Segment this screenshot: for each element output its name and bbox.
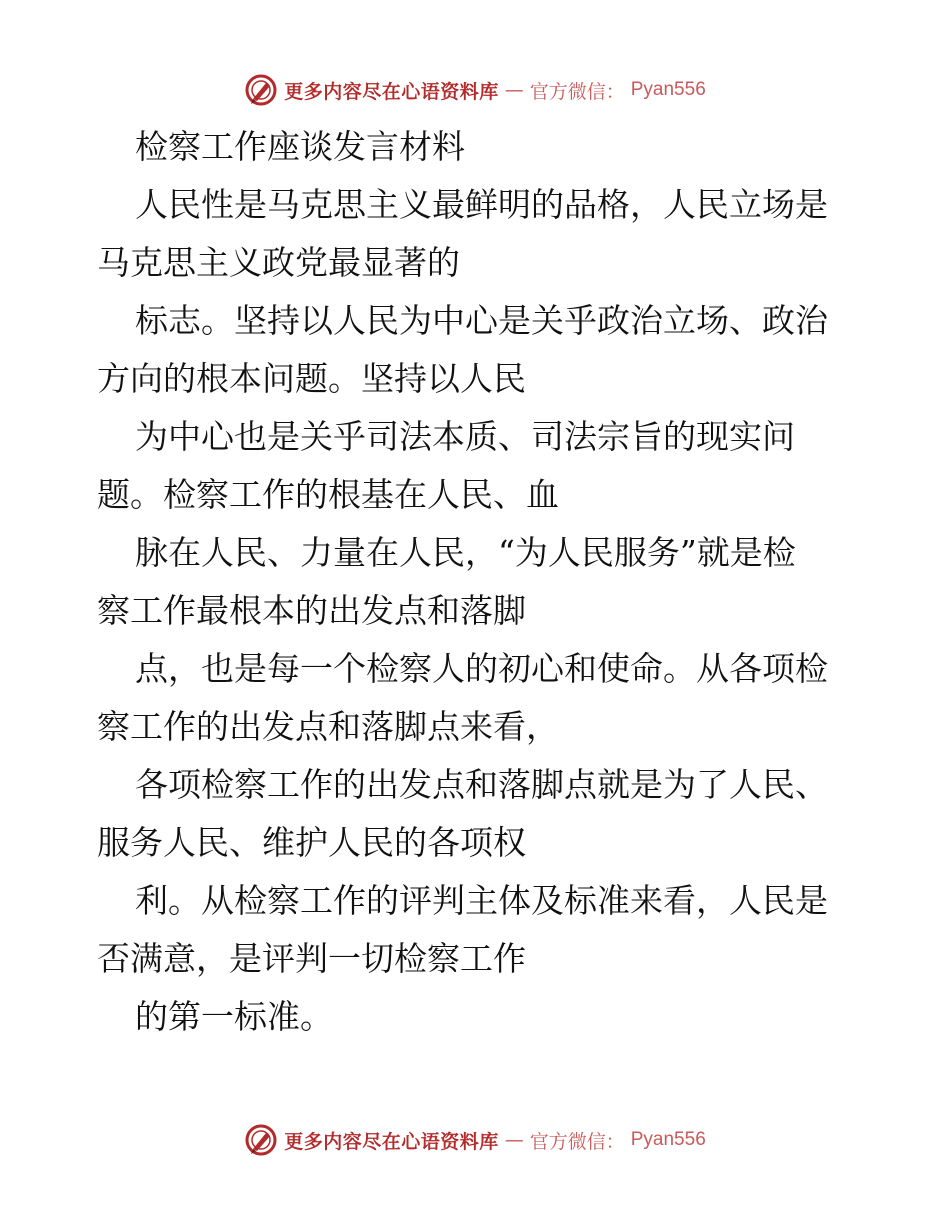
pen-logo-icon (244, 1123, 278, 1157)
document-line: 标志。坚持以人民为中心是关乎政治立场、政治 (135, 301, 828, 340)
document-line: 服务人民、维护人民的各项权 (97, 823, 526, 862)
watermark-label: 官方微信： (529, 1130, 625, 1153)
document-line: 人民性是马克思主义最鲜明的品格，人民立场是 (135, 185, 828, 224)
document-line: 察工作的出发点和落脚点来看， (97, 707, 559, 746)
watermark-wechat-id: Pyan556 (630, 79, 706, 100)
document-line: 马克思主义政党最显著的 (97, 243, 460, 282)
document-line: 为中心也是关乎司法本质、司法宗旨的现实问 (135, 417, 795, 456)
document-line: 方向的根本问题。坚持以人民 (97, 359, 526, 398)
document-line: 利。从检察工作的评判主体及标准来看，人民是 (135, 881, 828, 920)
watermark-main-text: 更多内容尽在心语资料库 (284, 80, 499, 103)
header-watermark (0, 70, 950, 110)
document-line: 各项检察工作的出发点和落脚点就是为了人民、 (135, 765, 828, 804)
footer-watermark (0, 1120, 950, 1160)
watermark-separator: — (504, 79, 524, 101)
document-line: 察工作最根本的出发点和落脚 (97, 591, 526, 630)
document-line: 点，也是每一个检察人的初心和使命。从各项检 (135, 649, 828, 688)
watermark-label: 官方微信： (529, 80, 625, 103)
document-line: 检察工作座谈发言材料 (135, 127, 465, 166)
document-body (97, 118, 857, 1046)
pen-logo-icon (244, 73, 278, 107)
watermark-main-text: 更多内容尽在心语资料库 (284, 1130, 499, 1153)
watermark-wechat-id: Pyan556 (630, 1129, 706, 1150)
document-line: 否满意，是评判一切检察工作 (97, 939, 526, 978)
watermark-separator: — (504, 1129, 524, 1151)
document-line: 的第一标准。 (135, 997, 333, 1036)
document-line: 题。检察工作的根基在人民、血 (97, 475, 559, 514)
document-line: 脉在人民、力量在人民，“为人民服务”就是检 (135, 533, 796, 572)
